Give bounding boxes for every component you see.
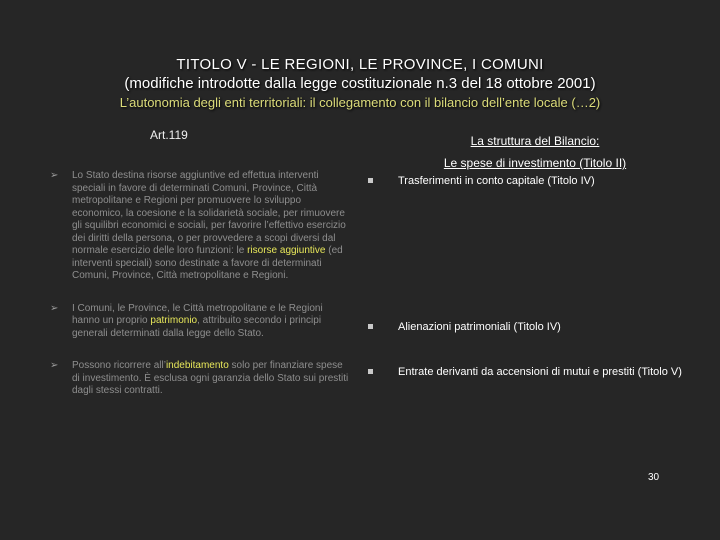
point-highlight: patrimonio (150, 315, 198, 326)
point-highlight: risorse aggiuntive (247, 245, 326, 256)
article-heading: Art.119 (150, 128, 188, 142)
title-line-1: TITOLO V - LE REGIONI, LE PROVINCE, I COMUNI (176, 56, 544, 73)
point-text-end: (ed interventi speciali) sono destinate a favore di determinati Comuni, Province, Città metropolitane e Regioni. (72, 245, 343, 281)
point-text-end: solo per finanziare spese di investimento. È esclusa ogni garanzia dello Stato sui prestiti dagli stessi contratti. (72, 360, 349, 396)
article-point (50, 360, 350, 398)
arrow-bullet-icon: ➢ (50, 360, 59, 371)
subtitle: L’autonomia degli enti territoriali: il collegamento con il bilancio dell’ente locale (…2) (119, 95, 601, 110)
article-point (50, 303, 350, 341)
slide-title (0, 55, 720, 111)
point-text: Lo Stato destina risorse aggiuntive ed effettua interventi speciali in favore di determinati Comuni, Province, Città metropolitane e Regioni per promuovere lo sviluppo economico, la coesione e la solidarietà sociale, per rimuovere gli squilibri economici e sociali, per favorire l’effettivo esercizio dei diritti della persona, o per provvedere a scopi diversi dal normale esercizio delle loro funzioni: le (72, 170, 346, 256)
arrow-bullet-icon: ➢ (50, 170, 59, 181)
article-point (50, 170, 350, 283)
revenue-source-label: Entrate derivanti da accensioni di mutui e prestiti (Titolo V) (398, 366, 682, 378)
point-text: Possono ricorrere all’ (72, 360, 166, 371)
square-bullet-icon (368, 369, 373, 374)
revenue-source-item (368, 321, 718, 334)
revenue-source-label: Alienazioni patrimoniali (Titolo IV) (398, 321, 561, 333)
revenue-source-item (368, 175, 718, 188)
revenue-source-label: Trasferimenti in conto capitale (Titolo IV) (398, 175, 595, 187)
title-line-2: (modifiche introdotte dalla legge costituzionale n.3 del 18 ottobre 2001) (124, 75, 596, 92)
investment-expenses-title: Le spese di investimento (Titolo II) (443, 156, 627, 170)
point-text: I Comuni, le Province, le Città metropolitane e le Regioni hanno un proprio (72, 302, 323, 326)
budget-structure-title: La struttura del Bilancio: (470, 134, 600, 148)
budget-structure-heading (395, 130, 675, 174)
point-highlight: indebitamento (165, 360, 229, 371)
page-number: 30 (648, 472, 660, 483)
article-points-list (50, 170, 350, 418)
square-bullet-icon (368, 178, 373, 183)
revenue-source-item (368, 366, 718, 379)
arrow-bullet-icon: ➢ (50, 302, 59, 314)
point-text-end: , attribuito secondo i principi generali determinati dalla legge dello Stato. (72, 315, 322, 339)
square-bullet-icon (368, 324, 373, 329)
